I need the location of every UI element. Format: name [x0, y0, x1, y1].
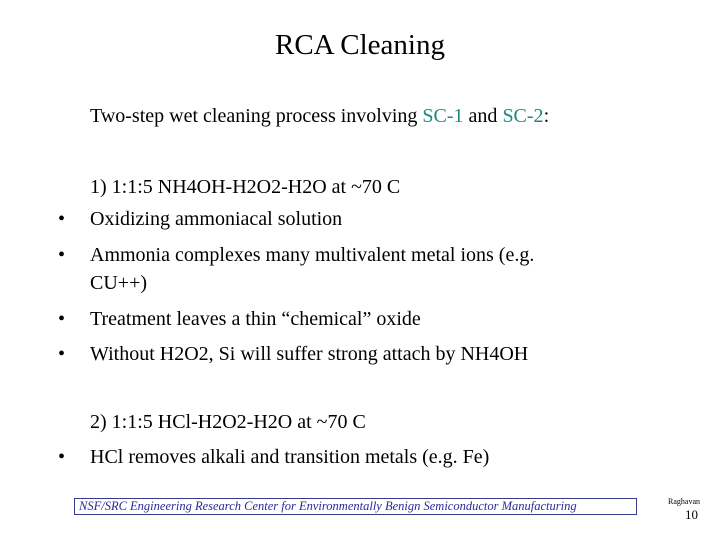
step1-heading: 1) 1:1:5 NH4OH-H2O2-H2O at ~70 C — [90, 176, 401, 198]
footer-organization-banner: NSF/SRC Engineering Research Center for Environmentally Benign Semiconductor Manufacturing — [74, 498, 637, 515]
bullet-icon: • — [58, 446, 66, 468]
intro-middle: and — [463, 105, 503, 127]
intro-prefix: Two-step wet cleaning process involving — [90, 105, 423, 127]
bullet-icon: • — [58, 208, 66, 230]
term-sc1: SC-1 — [422, 105, 464, 127]
step2-heading: 2) 1:1:5 HCl-H2O2-H2O at ~70 C — [90, 411, 366, 433]
bullet-icon: • — [58, 244, 66, 266]
slide-title: RCA Cleaning — [275, 29, 445, 61]
bullet-text: HCl removes alkali and transition metals (e.g. Fe) — [90, 446, 490, 468]
bullet-text: Without H2O2, Si will suffer strong attach by NH4OH — [90, 343, 529, 365]
footer-author: Raghavan — [668, 497, 700, 506]
bullet-icon: • — [58, 343, 66, 365]
page-number: 10 — [685, 507, 698, 522]
bullet-text: Treatment leaves a thin “chemical” oxide — [90, 308, 421, 330]
bullet-text: Ammonia complexes many multivalent metal ions (e.g. — [90, 244, 535, 266]
bullet-text-continuation: CU++) — [90, 272, 148, 294]
intro-line — [90, 104, 549, 128]
bullet-icon: • — [58, 308, 66, 330]
bullet-text: Oxidizing ammoniacal solution — [90, 208, 343, 230]
intro-suffix: : — [543, 105, 550, 127]
term-sc2: SC-2 — [502, 105, 544, 127]
